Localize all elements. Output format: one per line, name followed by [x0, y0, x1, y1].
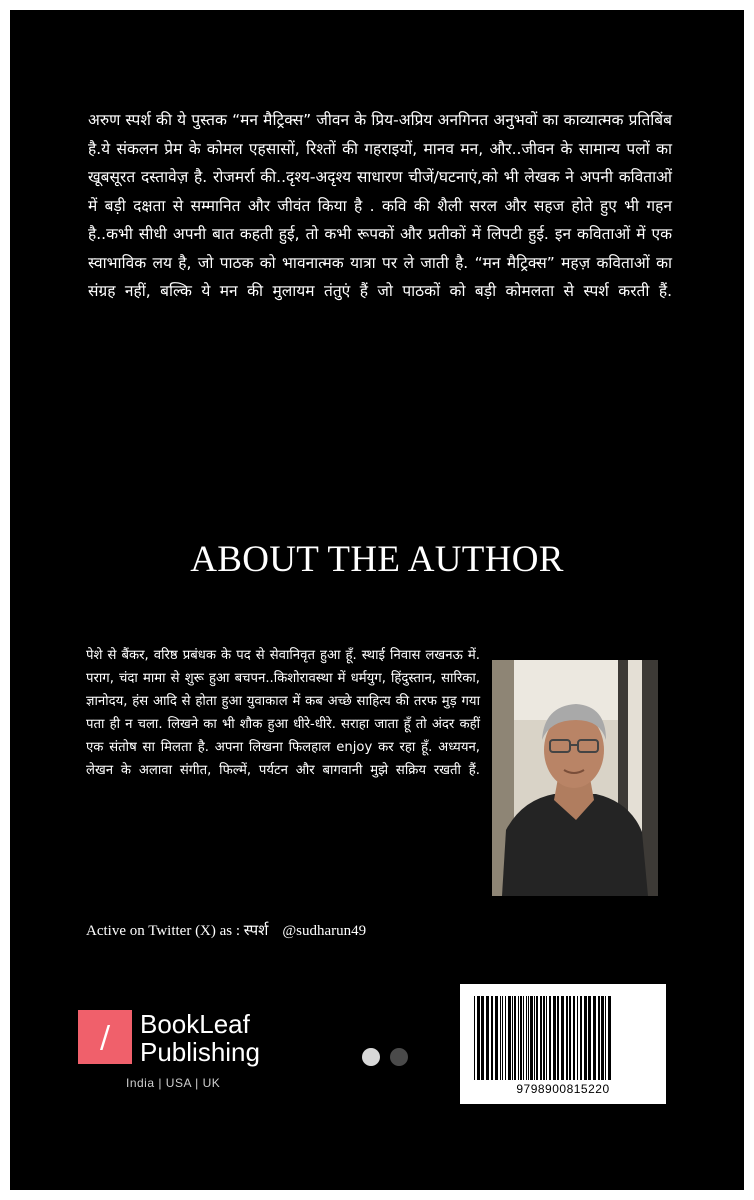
book-back-cover — [10, 10, 744, 1190]
publisher-logo — [78, 1010, 298, 1100]
twitter-handle: @sudharun49 — [282, 923, 367, 939]
publisher-logo-mark: / — [78, 1010, 132, 1064]
author-bio: पेशे से बैंकर, वरिष्ठ प्रबंधक के पद से सेवानिवृत हुआ हूँ. स्थाई निवास लखनऊ में. पराग, चंदा मामा से शुरू हुआ बचपन..किशोरावस्था में धर्मयुग, हिंदुस्तान, सारिका, ज्ञानोदय, हंस आदि से होता हुआ युवाकाल में कब अच्छे साहित्य की तरफ मुड़ गया पता ही न चला. लिखने का भी शौक हुआ धीरे-धीरे. सराहा जाता हूँ तो अंदर कहीं एक संतोष सा मिलता है. अपना लिखना फिलहाल enjoy कर रहा हूँ. अध्ययन, लेखन के अलावा संगीत, फिल्में, पर्यटन और बागवानी मुझे सक्रिय रखती हैं. — [86, 648, 480, 778]
publisher-name-line1: BookLeaf — [140, 1009, 250, 1039]
page-dot-1[interactable] — [362, 1048, 380, 1066]
isbn-barcode — [460, 984, 666, 1104]
barcode-bars — [472, 996, 654, 1080]
twitter-label: Active on Twitter (X) as : स्पर्श — [86, 923, 269, 939]
publisher-name-line2: Publishing — [140, 1037, 260, 1067]
page-indicator — [362, 1048, 408, 1066]
author-photo — [492, 660, 658, 896]
publisher-regions: India | USA | UK — [126, 1076, 221, 1090]
isbn-number: 9798900815220 — [516, 1082, 610, 1096]
about-author-heading: ABOUT THE AUTHOR — [190, 539, 564, 580]
book-blurb: अरुण स्पर्श की ये पुस्तक “मन मैट्रिक्स” जीवन के प्रिय-अप्रिय अनगिनत अनुभवों का काव्यात्मक प्रतिबिंब है.ये संकलन प्रेम के कोमल एहसासों, रिश्तों की गहराइयों, मानव मन, और..जीवन के सामान्य पलों का खूबसूरत दस्तावेज़ है. रोजमर्रा की..दृश्य-अदृश्य साधारण चीजें/घटनाएं,को भी लेखक ने अपनी कविताओं में बड़ी दक्षता से सम्मानित और जीवंत किया है . कवि की शैली सरल और सहज होते हुए भी गहन है..कभी सीधी अपनी बात कहती हुई, तो कभी रूपकों और प्रतीकों में लिपटी हुई. इन कविताओं में एक स्वाभाविक लय है, जो पाठक को भावनात्मक यात्रा पर ले जाती है. “मन मैट्रिक्स” महज़ कविताओं का संग्रह नहीं, बल्कि ये मन की मुलायम तंतुएं हैं जो पाठकों को बड़ी कोमलता से स्पर्श करती हैं. — [88, 111, 672, 300]
twitter-line — [86, 920, 486, 940]
page-dot-2[interactable] — [390, 1048, 408, 1066]
